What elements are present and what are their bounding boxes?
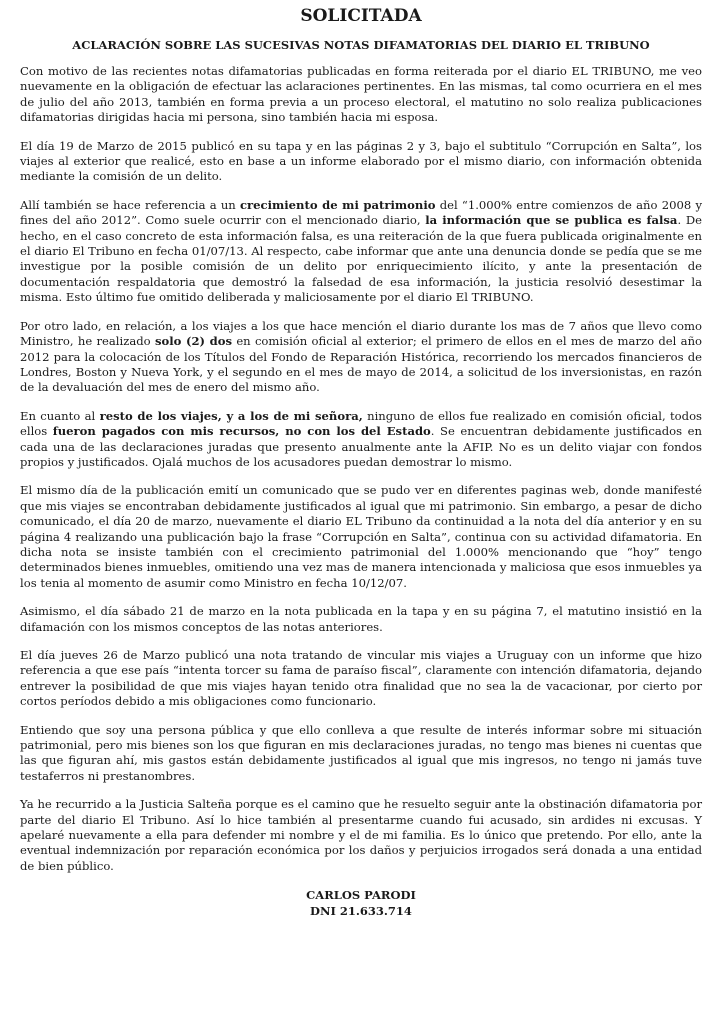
document-subtitle: ACLARACIÓN SOBRE LAS SUCESIVAS NOTAS DIFAMATORIAS DEL DIARIO EL TRIBUNO — [72, 38, 650, 52]
body-paragraph — [20, 139, 702, 185]
body-paragraph — [20, 198, 702, 306]
body-paragraph — [20, 64, 702, 126]
body-paragraph — [20, 483, 702, 591]
paragraph-text: Ya he recurrido a la Justicia Salteña porque es el camino que he resuelto seguir ante la obstinación difamatoria por parte del diario El Tribuno. Así lo hice también al presentarme cuando fui acusado, sin ardides ni excusas. Y apelaré nuevamente a ella para defender mi nombre y el de mi familia. Es lo único que pretendo. Por ello, ante la eventual indemnización por reparación económica por los daños y perjuicios irrogados será donada a una entidad de bien público. — [20, 797, 702, 873]
paragraph-text: . Se encuentran debidamente justificados en cada una de las declaraciones juradas que presento anualmente ante la AFIP. No es un delito viajar con fondos propios y justificados. Ojalá muchos de los acusadores puedan demostrar lo mismo. — [20, 424, 702, 469]
body-paragraph — [20, 409, 702, 471]
paragraph-text: El mismo día de la publicación emití un comunicado que se pudo ver en diferentes paginas web, donde manifesté que mis viajes se encontraban debidamente justificados al igual que mi patrimonio. Sin embargo, a pesar de dicho comunicado, el día 20 de marzo, nuevamente el diario EL Tribuno da continuidad a la nota del día anterior y en su página 4 realizando una publicación bajo la frase “Corrupción en Salta”, continua con su actividad difamatoria. En dicha nota se insiste también con el crecimiento patrimonial del 1.000% mencionando que “hoy” tengo determinados bienes inmuebles, omitiendo una vez mas de manera intencionada y maliciosa que esos inmuebles ya los tenia al momento de asumir como Ministro en fecha 10/12/07. — [20, 483, 702, 590]
body-paragraph — [20, 319, 702, 396]
signature-block — [20, 887, 702, 919]
emphasized-text: resto de los viajes, y a los de mi señora, — [99, 408, 363, 423]
emphasized-text: crecimiento de mi patrimonio — [239, 197, 436, 212]
paragraph-text: en comisión oficial al exterior; el primero de ellos en el mes de marzo del año 2012 para la colocación de los Títulos del Fondo de Reparación Histórica, recorriendo los mercados financieros de Londres, Boston y Nueva York, y el segundo en el mes de mayo de 2014, a solicitud de los inversionistas, en razón de la devaluación del mes de enero del mismo año. — [20, 334, 703, 395]
emphasized-text: solo (2) dos — [154, 334, 233, 349]
body-paragraph — [20, 604, 702, 635]
paragraph-text: En cuanto al — [20, 408, 100, 423]
paragraph-text: Entiendo que soy una persona pública y que ello conlleva a que resulte de interés informar sobre mi situación patrimonial, pero mis bienes son los que figuran en mis declaraciones juradas, no tengo mas bienes ni cuentas que las que figuran ahí, mis gastos están debidamente justificados al igual que mis ingresos, no tengo ni jamás tuve testaferros ni prestanombres. — [20, 722, 702, 783]
body-paragraph — [20, 723, 702, 785]
paragraph-text: El día 19 de Marzo de 2015 publicó en su tapa y en las páginas 2 y 3, bajo el subtitulo “Corrupción en Salta”, los viajes al exterior que realicé, esto en base a un informe elaborado por el mismo diario, con información obtenida mediante la comisión de un delito. — [20, 138, 702, 184]
paragraph-text: Asimismo, el día sábado 21 de marzo en la nota publicada en la tapa y en su página 7, el matutino insistió en la difamación con los mismos conceptos de las notas anteriores. — [20, 604, 702, 634]
document-body — [20, 64, 702, 874]
paragraph-text: . De hecho, en el caso concreto de esta información falsa, es una reiteración de la que fuera publicada originalmente en el diario El Tribuno en fecha 01/07/13. Al respecto, cabe informar que ante una denuncia donde se pedía que se me investigue por la posible comisión de un delito por enriquecimiento ilícito, y ante la presentación de documentación respaldatoria que demostró la falsedad de esa información, la justicia resolvió desestimar la misma. Esto último fue omitido deliberada y maliciosamente por el diario El TRIBUNO. — [20, 213, 703, 305]
body-paragraph — [20, 648, 702, 710]
body-paragraph — [20, 797, 702, 874]
paragraph-text: El día jueves 26 de Marzo publicó una nota tratando de vincular mis viajes a Uruguay con un informe que hizo referencia a que ese país “intenta torcer su fama de paraíso fiscal”, claramente con intención difamatoria, dejando entrever la posibilidad de que mis viajes hayan tenido otra finalidad que no sea la de vacacionar, por cierto por cortos períodos debido a mis obligaciones como funcionario. — [20, 648, 702, 709]
paragraph-text: ninguno de ellos fue realizado en comisión oficial, todos ellos — [20, 408, 702, 439]
emphasized-text: la información que se publica es falsa — [425, 213, 678, 228]
paragraph-text: del “1.000% entre comienzos de año 2008 y fines del año 2012”. Como suele ocurrir con el mencionado diario, — [20, 197, 702, 228]
signature-dni: DNI 21.633.714 — [310, 904, 412, 919]
emphasized-text: fueron pagados con mis recursos, no con los del Estado — [52, 424, 431, 439]
paragraph-text: Por otro lado, en relación, a los viajes a los que hace mención el diario durante los mas de 7 años que llevo como Ministro, he realizado — [20, 318, 702, 349]
paragraph-text: Allí también se hace referencia a un — [20, 197, 240, 212]
paragraph-text: Con motivo de las recientes notas difamatorias publicadas en forma reiterada por el diario EL TRIBUNO, me veo nuevamente en la obligación de efectuar las aclaraciones pertinentes. En las mismas, tal como ocurriera en el mes de julio del año 2013, también en forma previa a un proceso electoral, el matutino no solo realiza publicaciones difamatorias dirigidas hacia mi persona, sino también hacia mi esposa. — [20, 64, 702, 125]
document-title: SOLICITADA — [300, 6, 422, 26]
signature-name: CARLOS PARODI — [306, 888, 416, 903]
